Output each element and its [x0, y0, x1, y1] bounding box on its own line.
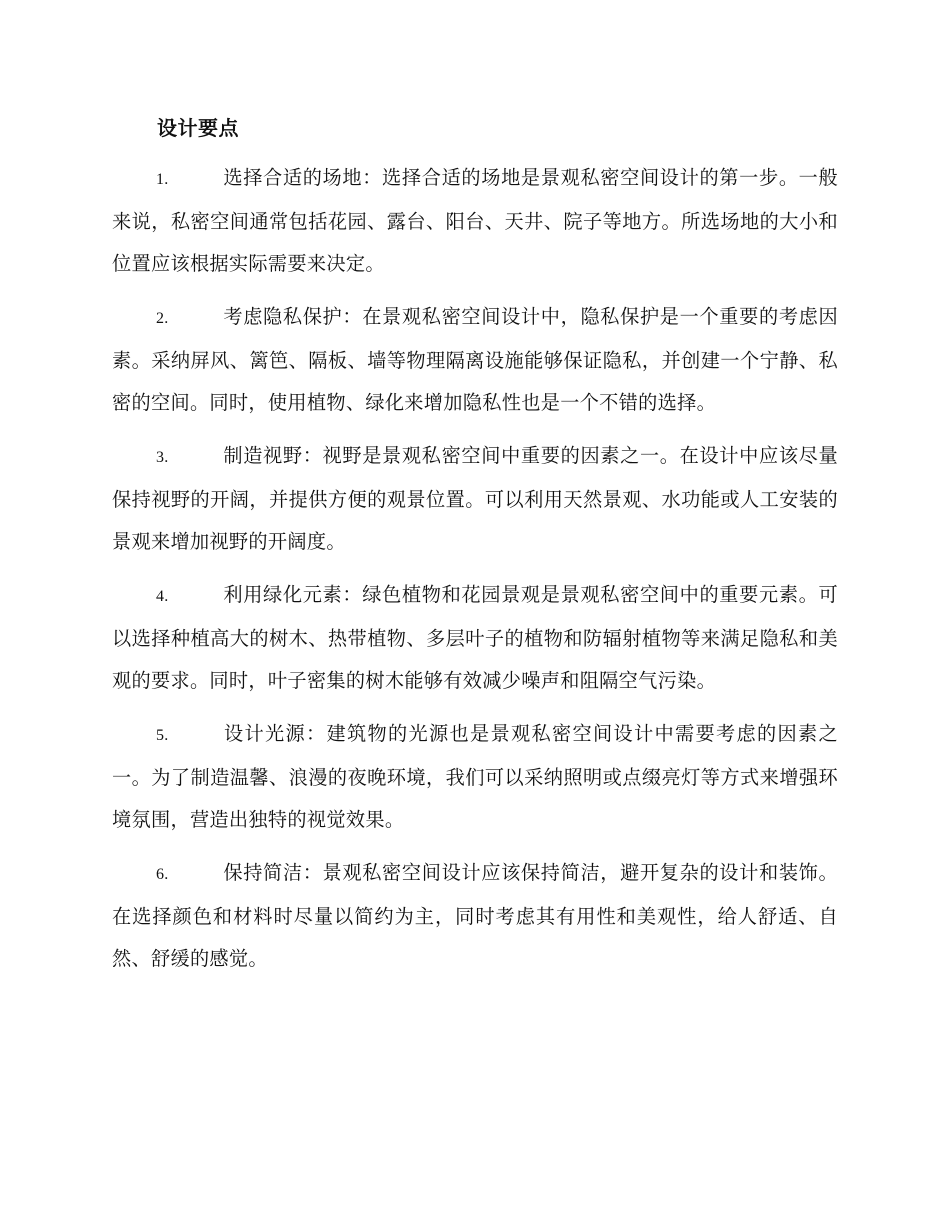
list-item [112, 574, 838, 702]
list-item-number: 1. [156, 171, 169, 188]
list-item-text: 考虑隐私保护：在景观私密空间设计中，隐私保护是一个重要的考虑因素。采纳屏风、篱笆、隔板、墙等物理隔离设施能够保证隐私，并创建一个宁静、私密的空间。同时，使用植物、绿化来增加隐私性也是一个不错的选择。 [112, 305, 838, 414]
list-item-number: 6. [156, 866, 169, 883]
list-item-text: 制造视野：视野是景观私密空间中重要的因素之一。在设计中应该尽量保持视野的开阔，并提供方便的观景位置。可以利用天然景观、水功能或人工安装的景观来增加视野的开阔度。 [112, 444, 838, 553]
list-item-text: 利用绿化元素：绿色植物和花园景观是景观私密空间中的重要元素。可以选择种植高大的树木、热带植物、多层叶子的植物和防辐射植物等来满足隐私和美观的要求。同时，叶子密集的树木能够有效减少噪声和阻隔空气污染。 [112, 583, 838, 692]
section-heading: 设计要点 [157, 116, 239, 140]
list-item [112, 713, 838, 841]
list-item [112, 852, 838, 980]
list-item [112, 435, 838, 563]
list-item-text: 保持简洁：景观私密空间设计应该保持简洁，避开复杂的设计和装饰。在选择颜色和材料时尽量以简约为主，同时考虑其有用性和美观性，给人舒适、自然、舒缓的感觉。 [112, 861, 838, 970]
list-item [112, 157, 838, 285]
list-item-text: 设计光源：建筑物的光源也是景观私密空间设计中需要考虑的因素之一。为了制造温馨、浪漫的夜晚环境，我们可以采纳照明或点缀亮灯等方式来增强环境氛围，营造出独特的视觉效果。 [112, 722, 838, 831]
list-item-number: 4. [156, 588, 169, 605]
list-item-number: 5. [156, 727, 169, 744]
list-item-number: 2. [156, 310, 169, 327]
list-item-text: 选择合适的场地：选择合适的场地是景观私密空间设计的第一步。一般来说，私密空间通常包括花园、露台、阳台、天井、院子等地方。所选场地的大小和位置应该根据实际需要来决定。 [112, 166, 838, 275]
list-item [112, 296, 838, 424]
list-item-number: 3. [156, 449, 169, 466]
